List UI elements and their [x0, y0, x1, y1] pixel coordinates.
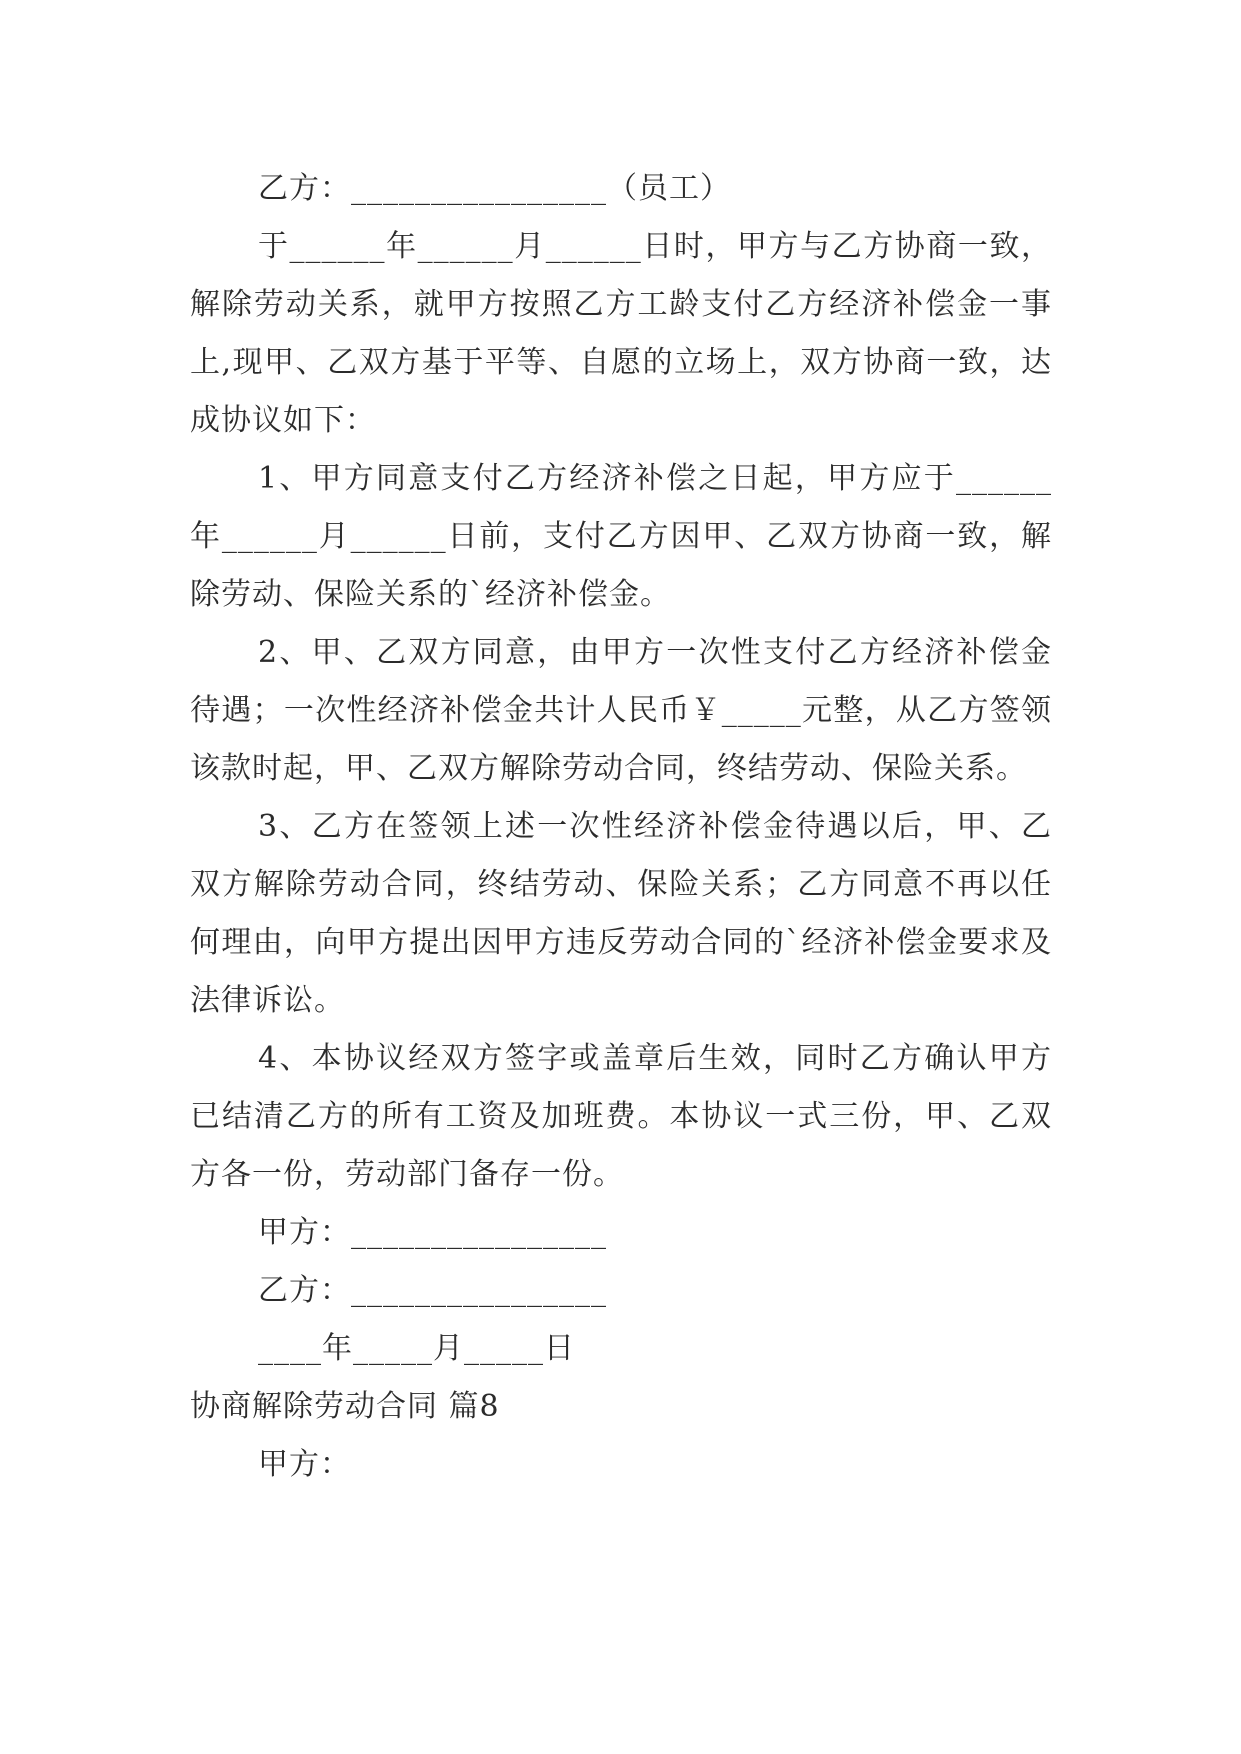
next-party-a-line: 甲方：	[258, 1447, 351, 1482]
clause-4: 4、本协议经双方签字或盖章后生效，同时乙方确认甲方已结清乙方的所有工资及加班费。本协议一式三份，甲、乙双方各一份，劳动部门备存一份。	[190, 1041, 1052, 1192]
agreement-document	[190, 160, 1052, 1494]
clause-2: 2、甲、乙双方同意，由甲方一次性支付乙方经济补偿金待遇；一次性经济补偿金共计人民币￥_____元整，从乙方签领该款时起，甲、乙双方解除劳动合同，终结劳动、保险关系。	[190, 635, 1052, 786]
signature-party-b: 乙方：________________	[258, 1273, 607, 1308]
party-b-line: 乙方：________________（员工）	[258, 171, 731, 206]
preamble-paragraph: 于______年______月______日时，甲方与乙方协商一致，解除劳动关系，就甲方按照乙方工龄支付乙方经济补偿金一事上,现甲、乙双方基于平等、自愿的立场上，双方协商一致，达成协议如下：	[190, 229, 1052, 438]
section-heading: 协商解除劳动合同 篇8	[190, 1389, 500, 1424]
clause-3: 3、乙方在签领上述一次性经济补偿金待遇以后，甲、乙双方解除劳动合同，终结劳动、保险关系；乙方同意不再以任何理由，向甲方提出因甲方违反劳动合同的`经济补偿金要求及法律诉讼。	[190, 809, 1052, 1018]
signature-party-a: 甲方：________________	[258, 1215, 607, 1250]
signature-date: ____年_____月_____日	[258, 1331, 575, 1366]
clause-1: 1、甲方同意支付乙方经济补偿之日起，甲方应于______年______月______日前，支付乙方因甲、乙双方协商一致，解除劳动、保险关系的`经济补偿金。	[190, 461, 1052, 612]
